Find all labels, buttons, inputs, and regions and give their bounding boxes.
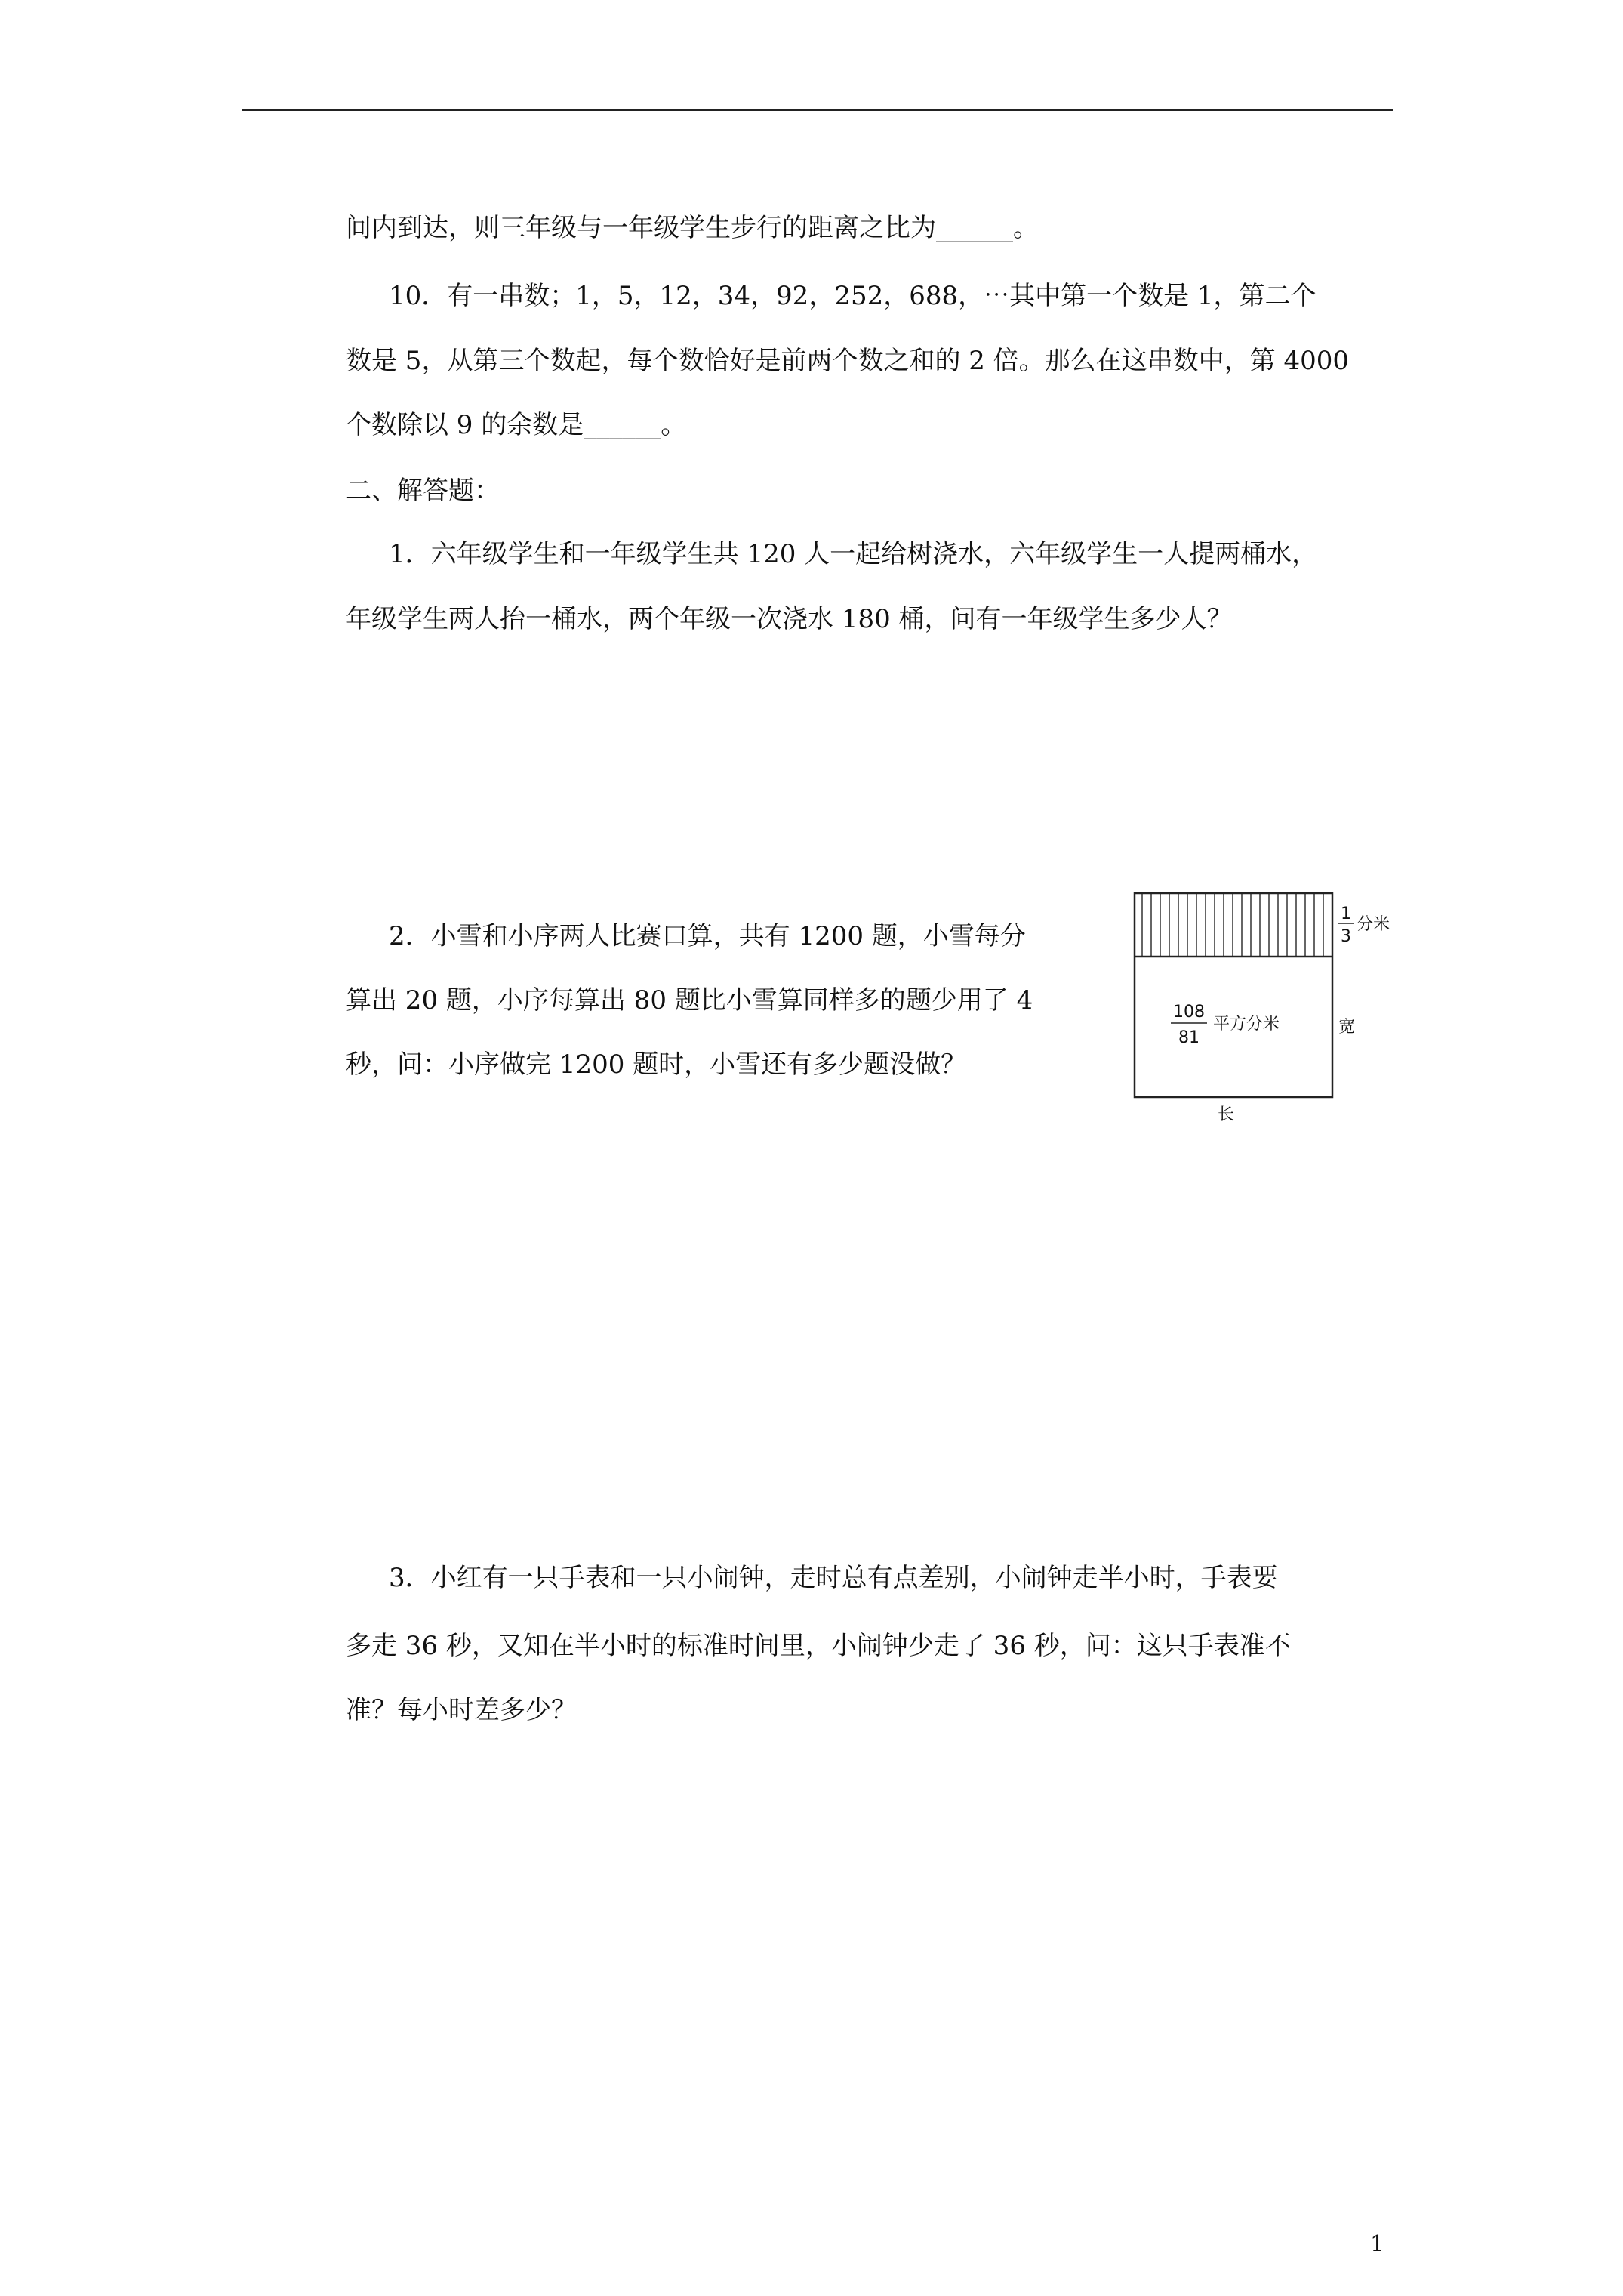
section2-title: 二、解答题： [346, 476, 500, 506]
area-den: 81 [1178, 1028, 1200, 1047]
hatched-strip [1142, 893, 1323, 957]
width-label: 宽 [1338, 1018, 1356, 1037]
area-num: 108 [1173, 1003, 1205, 1022]
q10-line3: 个数除以 9 的余数是______。 [346, 410, 687, 440]
q10-line1: 10．有一串数；1，5，12，34，92，252，688，⋯其中第一个数是 1，第二个 [389, 281, 1317, 311]
problem3-line2: 多走 36 秒，又知在半小时的标准时间里，小闹钟少走了 36 秒，问：这只手表准不 [346, 1631, 1291, 1661]
top-unit: 分米 [1357, 915, 1390, 934]
top-fraction-num: 1 [1341, 905, 1351, 923]
header-rule [242, 109, 1393, 111]
length-label: 长 [1218, 1105, 1235, 1124]
q9-tail: 间内到达，则三年级与一年级学生步行的距离之比为______。 [346, 213, 1039, 243]
problem1-line2: 年级学生两人抬一桶水，两个年级一次浇水 180 桶，问有一年级学生多少人？ [346, 604, 1233, 634]
problem3-line1: 3．小红有一只手表和一只小闹钟，走时总有点差别，小闹钟走半小时，手表要 [389, 1563, 1278, 1593]
problem3-line3: 准？每小时差多少？ [346, 1695, 577, 1725]
figure-outer-rect [1135, 893, 1332, 1097]
area-unit: 平方分米 [1213, 1015, 1280, 1034]
page-number: 1 [1370, 2231, 1385, 2257]
rectangle-figure [1129, 887, 1415, 1129]
problem2-line3: 秒，问：小序做完 1200 题时，小雪还有多少题没做？ [346, 1049, 967, 1080]
problem2-line2: 算出 20 题，小序每算出 80 题比小雪算同样多的题少用了 4 [346, 985, 1033, 1015]
q10-line2: 数是 5，从第三个数起，每个数恰好是前两个数之和的 2 倍。那么在这串数中，第 4000 [346, 346, 1350, 376]
top-fraction-den: 3 [1341, 927, 1351, 946]
problem1-line1: 1．六年级学生和一年级学生共 120 人一起给树浇水，六年级学生一人提两桶水， [389, 539, 1318, 569]
problem2-line1: 2．小雪和小序两人比赛口算，共有 1200 题，小雪每分 [389, 921, 1026, 951]
